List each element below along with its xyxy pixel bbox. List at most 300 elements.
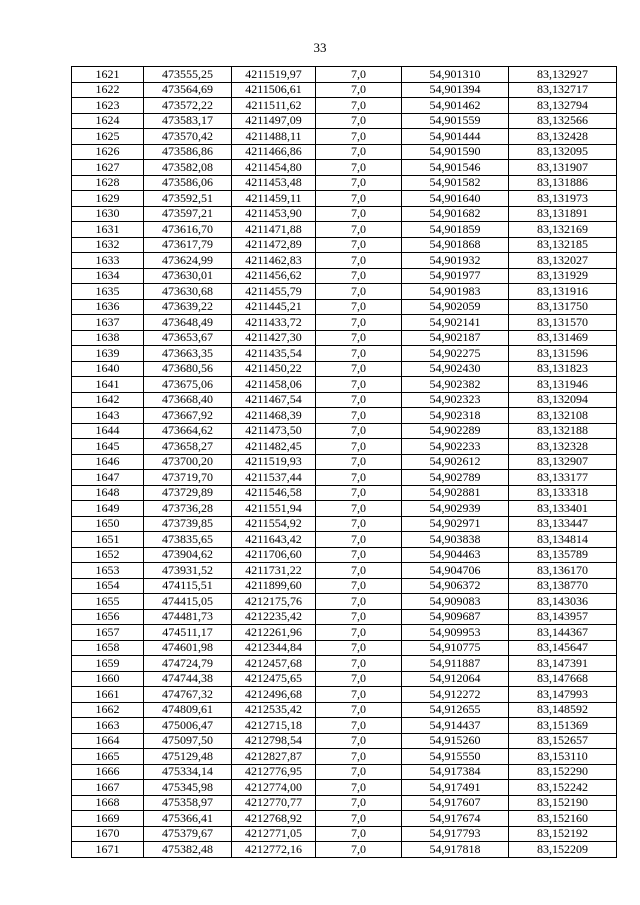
point-number-cell: 1628	[72, 175, 144, 191]
x-coordinate-cell: 473592,51	[144, 191, 232, 207]
longitude-cell: 83,132328	[509, 439, 617, 455]
table-row	[72, 82, 617, 98]
accuracy-cell: 7,0	[316, 485, 402, 501]
accuracy-cell: 7,0	[316, 361, 402, 377]
point-number-cell: 1647	[72, 470, 144, 486]
table-row	[72, 98, 617, 114]
x-coordinate-cell: 473835,65	[144, 532, 232, 548]
table-row	[72, 129, 617, 145]
accuracy-cell: 7,0	[316, 702, 402, 718]
accuracy-cell: 7,0	[316, 392, 402, 408]
longitude-cell: 83,136170	[509, 563, 617, 579]
table-row	[72, 423, 617, 439]
point-number-cell: 1632	[72, 237, 144, 253]
table-row	[72, 439, 617, 455]
accuracy-cell: 7,0	[316, 842, 402, 858]
longitude-cell: 83,133177	[509, 470, 617, 486]
point-number-cell: 1621	[72, 67, 144, 83]
latitude-cell: 54,903838	[402, 532, 509, 548]
latitude-cell: 54,917491	[402, 780, 509, 796]
accuracy-cell: 7,0	[316, 175, 402, 191]
point-number-cell: 1670	[72, 826, 144, 842]
longitude-cell: 83,144367	[509, 625, 617, 641]
point-number-cell: 1659	[72, 656, 144, 672]
point-number-cell: 1663	[72, 718, 144, 734]
accuracy-cell: 7,0	[316, 237, 402, 253]
latitude-cell: 54,917793	[402, 826, 509, 842]
table-row	[72, 811, 617, 827]
point-number-cell: 1637	[72, 315, 144, 331]
latitude-cell: 54,901859	[402, 222, 509, 238]
x-coordinate-cell: 473582,08	[144, 160, 232, 176]
accuracy-cell: 7,0	[316, 640, 402, 656]
accuracy-cell: 7,0	[316, 749, 402, 765]
point-number-cell: 1641	[72, 377, 144, 393]
longitude-cell: 83,133447	[509, 516, 617, 532]
accuracy-cell: 7,0	[316, 454, 402, 470]
point-number-cell: 1664	[72, 733, 144, 749]
point-number-cell: 1654	[72, 578, 144, 594]
point-number-cell: 1644	[72, 423, 144, 439]
point-number-cell: 1649	[72, 501, 144, 517]
accuracy-cell: 7,0	[316, 826, 402, 842]
longitude-cell: 83,131823	[509, 361, 617, 377]
longitude-cell: 83,131973	[509, 191, 617, 207]
table-row	[72, 268, 617, 284]
x-coordinate-cell: 473586,86	[144, 144, 232, 160]
longitude-cell: 83,131570	[509, 315, 617, 331]
x-coordinate-cell: 474511,17	[144, 625, 232, 641]
table-row	[72, 175, 617, 191]
y-coordinate-cell: 4212772,16	[232, 842, 316, 858]
accuracy-cell: 7,0	[316, 98, 402, 114]
point-number-cell: 1624	[72, 113, 144, 129]
table-row	[72, 408, 617, 424]
longitude-cell: 83,131891	[509, 206, 617, 222]
table-row	[72, 454, 617, 470]
x-coordinate-cell: 473586,06	[144, 175, 232, 191]
y-coordinate-cell: 4211471,88	[232, 222, 316, 238]
table-row	[72, 749, 617, 765]
longitude-cell: 83,147993	[509, 687, 617, 703]
latitude-cell: 54,917674	[402, 811, 509, 827]
x-coordinate-cell: 473719,70	[144, 470, 232, 486]
point-number-cell: 1633	[72, 253, 144, 269]
table-row	[72, 702, 617, 718]
table-row	[72, 144, 617, 160]
longitude-cell: 83,132794	[509, 98, 617, 114]
table-row	[72, 640, 617, 656]
y-coordinate-cell: 4211445,21	[232, 299, 316, 315]
accuracy-cell: 7,0	[316, 191, 402, 207]
accuracy-cell: 7,0	[316, 811, 402, 827]
latitude-cell: 54,910775	[402, 640, 509, 656]
longitude-cell: 83,152190	[509, 795, 617, 811]
latitude-cell: 54,902939	[402, 501, 509, 517]
longitude-cell: 83,131916	[509, 284, 617, 300]
x-coordinate-cell: 475358,97	[144, 795, 232, 811]
table-row	[72, 687, 617, 703]
table-row	[72, 485, 617, 501]
point-number-cell: 1623	[72, 98, 144, 114]
longitude-cell: 83,145647	[509, 640, 617, 656]
longitude-cell: 83,131596	[509, 346, 617, 362]
y-coordinate-cell: 4211450,22	[232, 361, 316, 377]
y-coordinate-cell: 4211455,79	[232, 284, 316, 300]
longitude-cell: 83,131907	[509, 160, 617, 176]
accuracy-cell: 7,0	[316, 563, 402, 579]
x-coordinate-cell: 474481,73	[144, 609, 232, 625]
x-coordinate-cell: 475345,98	[144, 780, 232, 796]
table-row	[72, 609, 617, 625]
longitude-cell: 83,143957	[509, 609, 617, 625]
y-coordinate-cell: 4211488,11	[232, 129, 316, 145]
table-row	[72, 594, 617, 610]
y-coordinate-cell: 4212774,00	[232, 780, 316, 796]
table-row	[72, 222, 617, 238]
x-coordinate-cell: 475366,41	[144, 811, 232, 827]
x-coordinate-cell: 475129,48	[144, 749, 232, 765]
latitude-cell: 54,901546	[402, 160, 509, 176]
latitude-cell: 54,915550	[402, 749, 509, 765]
latitude-cell: 54,915260	[402, 733, 509, 749]
longitude-cell: 83,133318	[509, 485, 617, 501]
latitude-cell: 54,902881	[402, 485, 509, 501]
latitude-cell: 54,901682	[402, 206, 509, 222]
point-number-cell: 1651	[72, 532, 144, 548]
x-coordinate-cell: 475334,14	[144, 764, 232, 780]
x-coordinate-cell: 473680,56	[144, 361, 232, 377]
latitude-cell: 54,901559	[402, 113, 509, 129]
x-coordinate-cell: 473616,70	[144, 222, 232, 238]
latitude-cell: 54,914437	[402, 718, 509, 734]
point-number-cell: 1655	[72, 594, 144, 610]
latitude-cell: 54,901582	[402, 175, 509, 191]
latitude-cell: 54,902275	[402, 346, 509, 362]
y-coordinate-cell: 4212798,54	[232, 733, 316, 749]
table-row	[72, 764, 617, 780]
point-number-cell: 1639	[72, 346, 144, 362]
point-number-cell: 1638	[72, 330, 144, 346]
point-number-cell: 1667	[72, 780, 144, 796]
point-number-cell: 1630	[72, 206, 144, 222]
point-number-cell: 1668	[72, 795, 144, 811]
y-coordinate-cell: 4211497,09	[232, 113, 316, 129]
longitude-cell: 83,135789	[509, 547, 617, 563]
latitude-cell: 54,909953	[402, 625, 509, 641]
latitude-cell: 54,901590	[402, 144, 509, 160]
x-coordinate-cell: 473630,01	[144, 268, 232, 284]
x-coordinate-cell: 473658,27	[144, 439, 232, 455]
longitude-cell: 83,132566	[509, 113, 617, 129]
y-coordinate-cell: 4211519,93	[232, 454, 316, 470]
longitude-cell: 83,153110	[509, 749, 617, 765]
table-row	[72, 671, 617, 687]
x-coordinate-cell: 474809,61	[144, 702, 232, 718]
longitude-cell: 83,132095	[509, 144, 617, 160]
longitude-cell: 83,147391	[509, 656, 617, 672]
table-row	[72, 377, 617, 393]
x-coordinate-cell: 473729,89	[144, 485, 232, 501]
longitude-cell: 83,152192	[509, 826, 617, 842]
y-coordinate-cell: 4211454,80	[232, 160, 316, 176]
latitude-cell: 54,901394	[402, 82, 509, 98]
latitude-cell: 54,901868	[402, 237, 509, 253]
x-coordinate-cell: 473570,42	[144, 129, 232, 145]
point-number-cell: 1653	[72, 563, 144, 579]
table-row	[72, 346, 617, 362]
point-number-cell: 1658	[72, 640, 144, 656]
longitude-cell: 83,131929	[509, 268, 617, 284]
table-row	[72, 733, 617, 749]
accuracy-cell: 7,0	[316, 299, 402, 315]
table-row	[72, 842, 617, 858]
y-coordinate-cell: 4211466,86	[232, 144, 316, 160]
accuracy-cell: 7,0	[316, 222, 402, 238]
y-coordinate-cell: 4212776,95	[232, 764, 316, 780]
table-row	[72, 718, 617, 734]
table-row	[72, 516, 617, 532]
table-row	[72, 67, 617, 83]
accuracy-cell: 7,0	[316, 129, 402, 145]
accuracy-cell: 7,0	[316, 578, 402, 594]
x-coordinate-cell: 473617,79	[144, 237, 232, 253]
accuracy-cell: 7,0	[316, 144, 402, 160]
y-coordinate-cell: 4211462,83	[232, 253, 316, 269]
y-coordinate-cell: 4211435,54	[232, 346, 316, 362]
table-row	[72, 547, 617, 563]
latitude-cell: 54,901462	[402, 98, 509, 114]
point-number-cell: 1625	[72, 129, 144, 145]
x-coordinate-cell: 474767,32	[144, 687, 232, 703]
y-coordinate-cell: 4212175,76	[232, 594, 316, 610]
point-number-cell: 1652	[72, 547, 144, 563]
x-coordinate-cell: 473664,62	[144, 423, 232, 439]
x-coordinate-cell: 474744,38	[144, 671, 232, 687]
x-coordinate-cell: 473583,17	[144, 113, 232, 129]
longitude-cell: 83,131946	[509, 377, 617, 393]
x-coordinate-cell: 473653,67	[144, 330, 232, 346]
x-coordinate-cell: 473904,62	[144, 547, 232, 563]
accuracy-cell: 7,0	[316, 377, 402, 393]
y-coordinate-cell: 4211511,62	[232, 98, 316, 114]
latitude-cell: 54,904706	[402, 563, 509, 579]
longitude-cell: 83,132027	[509, 253, 617, 269]
accuracy-cell: 7,0	[316, 346, 402, 362]
y-coordinate-cell: 4211433,72	[232, 315, 316, 331]
latitude-cell: 54,912064	[402, 671, 509, 687]
y-coordinate-cell: 4211482,45	[232, 439, 316, 455]
point-number-cell: 1660	[72, 671, 144, 687]
longitude-cell: 83,132717	[509, 82, 617, 98]
accuracy-cell: 7,0	[316, 315, 402, 331]
table-row	[72, 361, 617, 377]
accuracy-cell: 7,0	[316, 82, 402, 98]
longitude-cell: 83,152290	[509, 764, 617, 780]
latitude-cell: 54,901640	[402, 191, 509, 207]
point-number-cell: 1665	[72, 749, 144, 765]
table-row	[72, 578, 617, 594]
table-row	[72, 113, 617, 129]
latitude-cell: 54,902789	[402, 470, 509, 486]
longitude-cell: 83,132108	[509, 408, 617, 424]
x-coordinate-cell: 473624,99	[144, 253, 232, 269]
coordinates-table	[71, 66, 617, 858]
longitude-cell: 83,152242	[509, 780, 617, 796]
x-coordinate-cell: 473630,68	[144, 284, 232, 300]
accuracy-cell: 7,0	[316, 284, 402, 300]
accuracy-cell: 7,0	[316, 253, 402, 269]
accuracy-cell: 7,0	[316, 330, 402, 346]
point-number-cell: 1645	[72, 439, 144, 455]
table-row	[72, 563, 617, 579]
y-coordinate-cell: 4212535,42	[232, 702, 316, 718]
point-number-cell: 1669	[72, 811, 144, 827]
accuracy-cell: 7,0	[316, 733, 402, 749]
latitude-cell: 54,911887	[402, 656, 509, 672]
table-row	[72, 501, 617, 517]
longitude-cell: 83,147668	[509, 671, 617, 687]
y-coordinate-cell: 4211899,60	[232, 578, 316, 594]
point-number-cell: 1661	[72, 687, 144, 703]
latitude-cell: 54,917384	[402, 764, 509, 780]
y-coordinate-cell: 4212768,92	[232, 811, 316, 827]
accuracy-cell: 7,0	[316, 113, 402, 129]
y-coordinate-cell: 4212475,65	[232, 671, 316, 687]
x-coordinate-cell: 473564,69	[144, 82, 232, 98]
table-row	[72, 625, 617, 641]
table-row	[72, 284, 617, 300]
longitude-cell: 83,132927	[509, 67, 617, 83]
point-number-cell: 1622	[72, 82, 144, 98]
y-coordinate-cell: 4211546,58	[232, 485, 316, 501]
y-coordinate-cell: 4212344,84	[232, 640, 316, 656]
x-coordinate-cell: 475379,67	[144, 826, 232, 842]
latitude-cell: 54,902971	[402, 516, 509, 532]
accuracy-cell: 7,0	[316, 206, 402, 222]
latitude-cell: 54,901977	[402, 268, 509, 284]
x-coordinate-cell: 474415,05	[144, 594, 232, 610]
y-coordinate-cell: 4211472,89	[232, 237, 316, 253]
point-number-cell: 1642	[72, 392, 144, 408]
point-number-cell: 1657	[72, 625, 144, 641]
accuracy-cell: 7,0	[316, 594, 402, 610]
y-coordinate-cell: 4211506,61	[232, 82, 316, 98]
point-number-cell: 1636	[72, 299, 144, 315]
latitude-cell: 54,902318	[402, 408, 509, 424]
y-coordinate-cell: 4211458,06	[232, 377, 316, 393]
y-coordinate-cell: 4211459,11	[232, 191, 316, 207]
latitude-cell: 54,901932	[402, 253, 509, 269]
latitude-cell: 54,904463	[402, 547, 509, 563]
longitude-cell: 83,132169	[509, 222, 617, 238]
x-coordinate-cell: 474115,51	[144, 578, 232, 594]
table-row	[72, 656, 617, 672]
accuracy-cell: 7,0	[316, 408, 402, 424]
point-number-cell: 1629	[72, 191, 144, 207]
accuracy-cell: 7,0	[316, 780, 402, 796]
y-coordinate-cell: 4211537,44	[232, 470, 316, 486]
latitude-cell: 54,902382	[402, 377, 509, 393]
longitude-cell: 83,152209	[509, 842, 617, 858]
accuracy-cell: 7,0	[316, 609, 402, 625]
point-number-cell: 1635	[72, 284, 144, 300]
point-number-cell: 1656	[72, 609, 144, 625]
y-coordinate-cell: 4211706,60	[232, 547, 316, 563]
table-row	[72, 780, 617, 796]
longitude-cell: 83,132094	[509, 392, 617, 408]
accuracy-cell: 7,0	[316, 501, 402, 517]
x-coordinate-cell: 473700,20	[144, 454, 232, 470]
y-coordinate-cell: 4211554,92	[232, 516, 316, 532]
table-row	[72, 470, 617, 486]
accuracy-cell: 7,0	[316, 67, 402, 83]
latitude-cell: 54,917818	[402, 842, 509, 858]
longitude-cell: 83,131469	[509, 330, 617, 346]
accuracy-cell: 7,0	[316, 470, 402, 486]
accuracy-cell: 7,0	[316, 718, 402, 734]
latitude-cell: 54,902233	[402, 439, 509, 455]
y-coordinate-cell: 4212457,68	[232, 656, 316, 672]
longitude-cell: 83,132907	[509, 454, 617, 470]
point-number-cell: 1648	[72, 485, 144, 501]
point-number-cell: 1634	[72, 268, 144, 284]
y-coordinate-cell: 4211473,50	[232, 423, 316, 439]
latitude-cell: 54,902323	[402, 392, 509, 408]
longitude-cell: 83,132188	[509, 423, 617, 439]
x-coordinate-cell: 473675,06	[144, 377, 232, 393]
x-coordinate-cell: 473667,92	[144, 408, 232, 424]
accuracy-cell: 7,0	[316, 268, 402, 284]
x-coordinate-cell: 475006,47	[144, 718, 232, 734]
point-number-cell: 1626	[72, 144, 144, 160]
longitude-cell: 83,143036	[509, 594, 617, 610]
accuracy-cell: 7,0	[316, 625, 402, 641]
accuracy-cell: 7,0	[316, 423, 402, 439]
latitude-cell: 54,909083	[402, 594, 509, 610]
point-number-cell: 1643	[72, 408, 144, 424]
x-coordinate-cell: 473597,21	[144, 206, 232, 222]
latitude-cell: 54,902430	[402, 361, 509, 377]
accuracy-cell: 7,0	[316, 516, 402, 532]
x-coordinate-cell: 473648,49	[144, 315, 232, 331]
point-number-cell: 1646	[72, 454, 144, 470]
x-coordinate-cell: 473668,40	[144, 392, 232, 408]
latitude-cell: 54,902289	[402, 423, 509, 439]
latitude-cell: 54,917607	[402, 795, 509, 811]
table-row	[72, 191, 617, 207]
latitude-cell: 54,901444	[402, 129, 509, 145]
latitude-cell: 54,902187	[402, 330, 509, 346]
point-number-cell: 1627	[72, 160, 144, 176]
table-row	[72, 253, 617, 269]
x-coordinate-cell: 473663,35	[144, 346, 232, 362]
x-coordinate-cell: 475382,48	[144, 842, 232, 858]
longitude-cell: 83,132428	[509, 129, 617, 145]
latitude-cell: 54,901983	[402, 284, 509, 300]
point-number-cell: 1631	[72, 222, 144, 238]
table-row	[72, 532, 617, 548]
accuracy-cell: 7,0	[316, 764, 402, 780]
latitude-cell: 54,906372	[402, 578, 509, 594]
longitude-cell: 83,131886	[509, 175, 617, 191]
y-coordinate-cell: 4212235,42	[232, 609, 316, 625]
point-number-cell: 1650	[72, 516, 144, 532]
y-coordinate-cell: 4211643,42	[232, 532, 316, 548]
y-coordinate-cell: 4211456,62	[232, 268, 316, 284]
table-row	[72, 237, 617, 253]
y-coordinate-cell: 4211468,39	[232, 408, 316, 424]
